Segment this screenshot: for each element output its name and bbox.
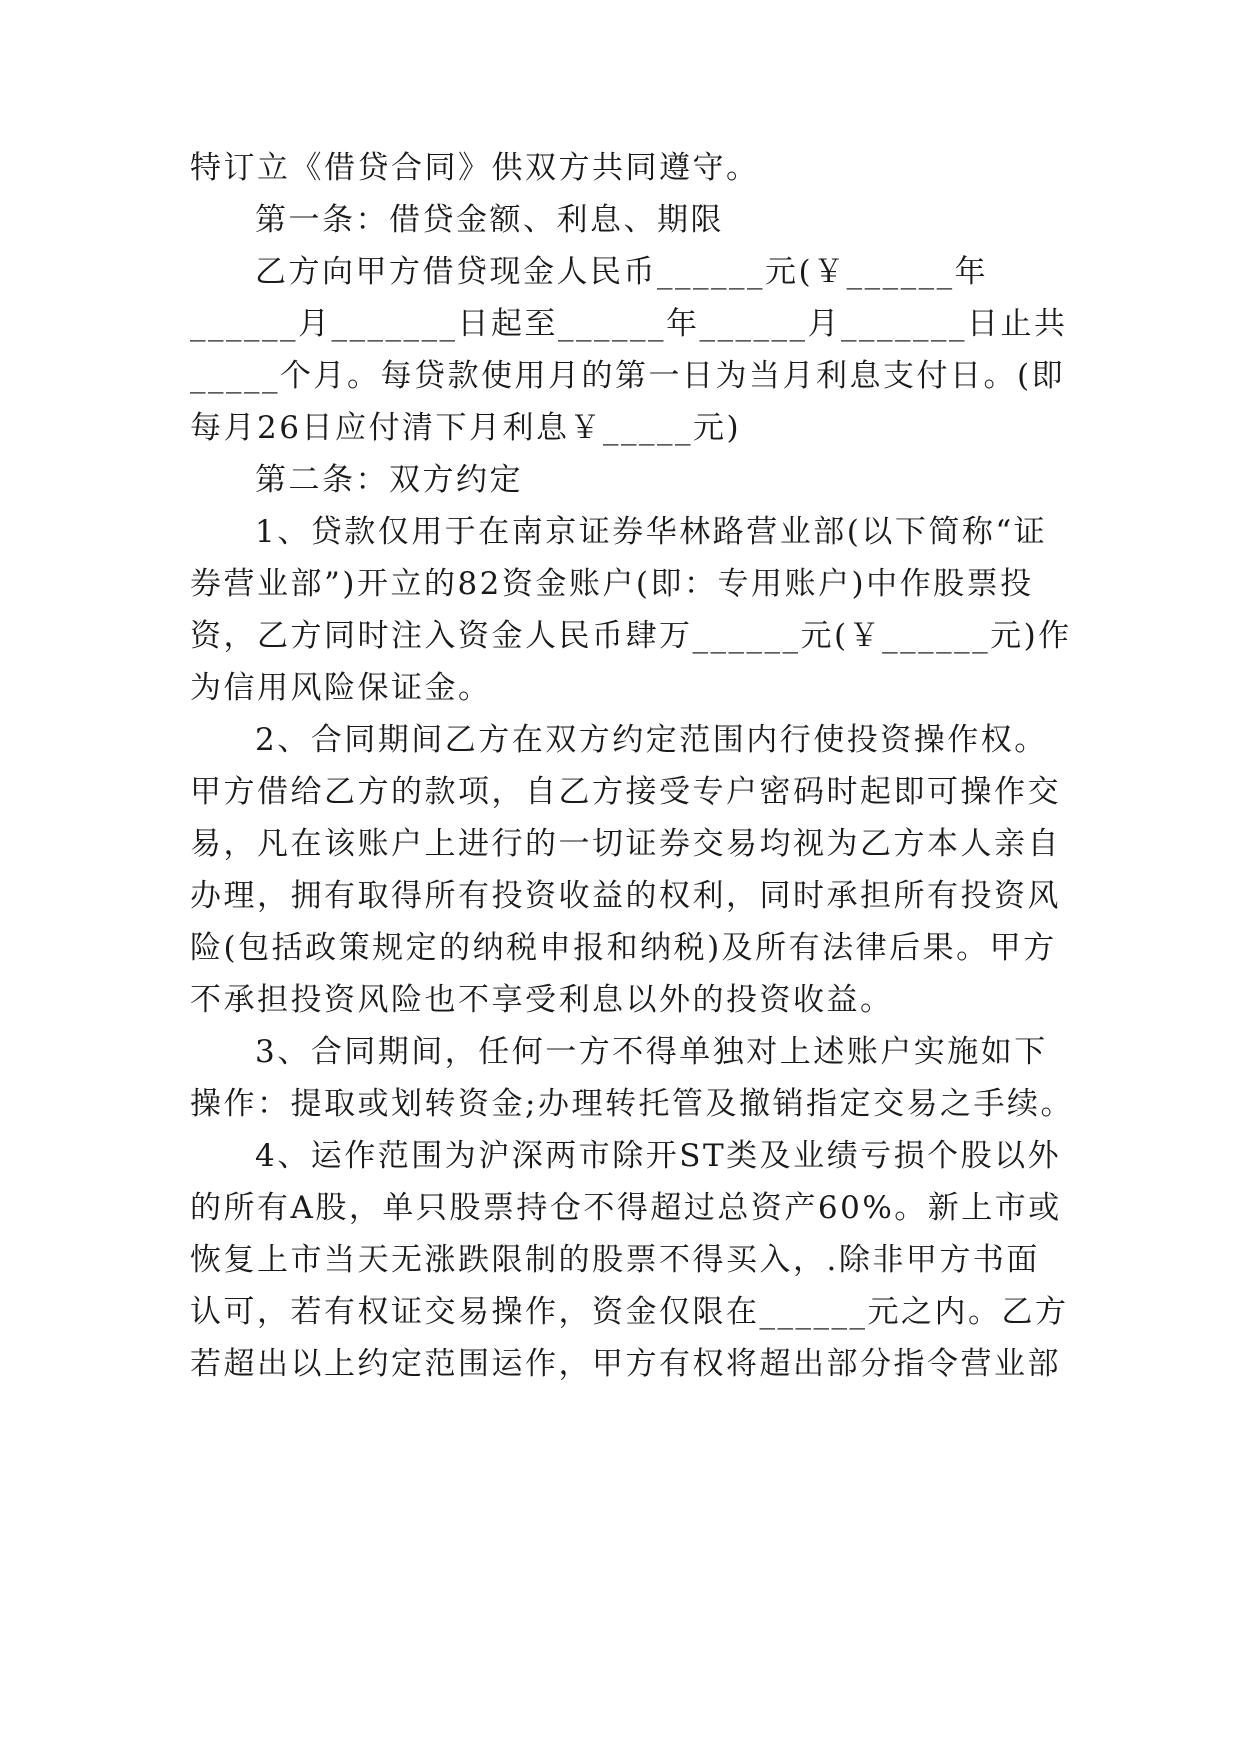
text-line: 每月26日应付清下月利息￥_____元) — [190, 410, 742, 446]
text-line: 认可，若有权证交易操作，资金仅限在______元之内。乙方 — [190, 1294, 1069, 1330]
text-line: 甲方借给乙方的款项，自乙方接受专户密码时起即可操作交 — [190, 774, 1061, 810]
text-line: 操作：提取或划转资金;办理转托管及撤销指定交易之手续。 — [190, 1086, 1074, 1122]
text-line: _____个月。每贷款使用月的第一日为当月利息支付日。(即 — [190, 358, 1066, 394]
text-line: 资，乙方同时注入资金人民币肆万______元(￥______元)作 — [190, 618, 1072, 654]
text-line: 恢复上市当天无涨跌限制的股票不得买入，.除非甲方书面 — [190, 1242, 1040, 1278]
text-line: 不承担投资风险也不享受利息以外的投资收益。 — [190, 982, 894, 1018]
text-line: 为信用风险保证金。 — [190, 670, 492, 706]
section-heading: 第二条：双方约定 — [255, 462, 523, 498]
text-line: 乙方向甲方借贷现金人民币______元(￥______年 — [255, 254, 989, 290]
text-line: 2、合同期间乙方在双方约定范围内行使投资操作权。 — [255, 722, 1048, 758]
text-line: 4、运作范围为沪深两市除开ST类及业绩亏损个股以外 — [255, 1138, 1062, 1174]
text-line: ______月_______日起至______年______月_______日止共 — [190, 306, 1068, 342]
text-line: 1、贷款仅用于在南京证券华林路营业部(以下简称“证 — [255, 514, 1048, 550]
text-line: 易，凡在该账户上进行的一切证券交易均视为乙方本人亲自 — [190, 826, 1061, 862]
text-line: 若超出以上约定范围运作，甲方有权将超出部分指令营业部 — [190, 1346, 1061, 1382]
text-line: 办理，拥有取得所有投资收益的权利，同时承担所有投资风 — [190, 878, 1061, 914]
text-line: 3、合同期间，任何一方不得单独对上述账户实施如下 — [255, 1034, 1048, 1070]
text-line: 特订立《借贷合同》供双方共同遵守。 — [190, 150, 760, 186]
text-line: 的所有A股，单只股票持仓不得超过总资产60%。新上市或 — [190, 1190, 1062, 1226]
text-line: 险(包括政策规定的纳税申报和纳税)及所有法律后果。甲方 — [190, 930, 1057, 966]
text-line: 券营业部”)开立的82资金账户(即：专用账户)中作股票投 — [190, 566, 1034, 602]
section-heading: 第一条：借贷金额、利息、期限 — [255, 202, 724, 238]
